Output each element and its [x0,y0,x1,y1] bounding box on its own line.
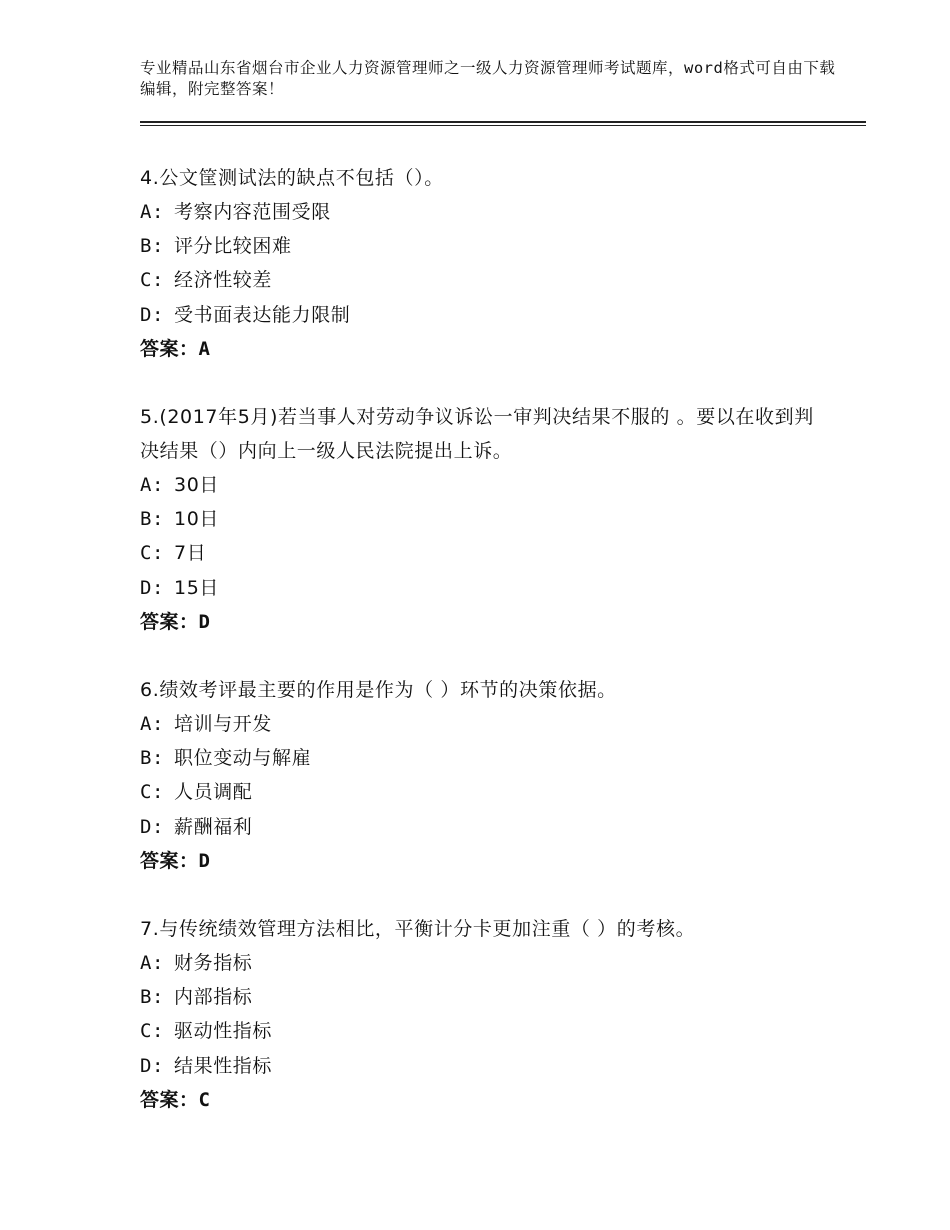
option-text: 薪酬福利 [174,815,253,838]
header-divider-thin [140,125,866,126]
option-text: 培训与开发 [174,713,273,735]
option-d: D: 15日 [140,571,820,605]
option-a: A: 培训与开发 [140,707,820,741]
question-block-5 [140,400,820,639]
option-c: C: 驱动性指标 [140,1014,820,1048]
question-stem: 5.(2017年5月)若当事人对劳动争议诉讼一审判决结果不服的 。要以在收到判决结果（）内向上一级人民法院提出上诉。 [140,406,814,462]
question-block-4 [140,161,820,366]
option-b: B: 评分比较困难 [140,229,820,263]
answer-line [140,332,820,366]
question-block-7 [140,912,820,1117]
answer-label: 答案： [140,849,199,872]
answer-label: 答案： [140,1088,199,1111]
question-stem: 7.与传统绩效管理方法相比，平衡计分卡更加注重（ ）的考核。 [140,918,696,940]
option-text: 7日 [174,542,207,565]
answer-line [140,844,820,878]
answer-label: 答案： [140,337,199,360]
option-text: 财务指标 [174,952,253,974]
option-c: C: 7日 [140,536,820,570]
option-text: 30日 [174,474,219,496]
answer-line [140,1083,820,1117]
option-c: C: 人员调配 [140,775,820,809]
option-d: D: 受书面表达能力限制 [140,298,820,332]
option-text: 受书面表达能力限制 [174,303,351,326]
option-text: 10日 [174,508,219,531]
option-b: B: 10日 [140,502,820,536]
option-b: B: 内部指标 [140,980,820,1014]
answer-label: 答案： [140,610,199,633]
option-text: 职位变动与解雇 [174,747,312,770]
option-text: 人员调配 [174,781,253,804]
option-a: A: 考察内容范围受限 [140,195,820,229]
answer-line [140,605,820,639]
option-a: A: 财务指标 [140,946,820,980]
option-text: 内部指标 [174,986,253,1009]
option-c: C: 经济性较差 [140,263,820,297]
option-text: 评分比较困难 [174,235,292,258]
option-text: 驱动性指标 [174,1020,273,1043]
answer-value: D [198,849,211,872]
question-stem: 4.公文筐测试法的缺点不包括（）。 [140,167,444,189]
option-text: 考察内容范围受限 [174,201,331,223]
option-text: 结果性指标 [174,1054,273,1077]
question-stem: 6.绩效考评最主要的作用是作为（ ）环节的决策依据。 [140,679,617,701]
answer-value: A [198,337,211,360]
header-divider-thick [140,121,866,123]
option-d: D: 结果性指标 [140,1049,820,1083]
answer-value: D [198,610,211,633]
answer-value: C [198,1088,211,1111]
option-a: A: 30日 [140,468,820,502]
document-header: 专业精品山东省烟台市企业人力资源管理师之一级人力资源管理师考试题库，word格式可自由下载编辑，附完整答案！ [140,59,836,98]
option-d: D: 薪酬福利 [140,810,820,844]
option-b: B: 职位变动与解雇 [140,741,820,775]
option-text: 经济性较差 [174,269,273,292]
option-text: 15日 [174,576,219,599]
question-block-6 [140,673,820,878]
